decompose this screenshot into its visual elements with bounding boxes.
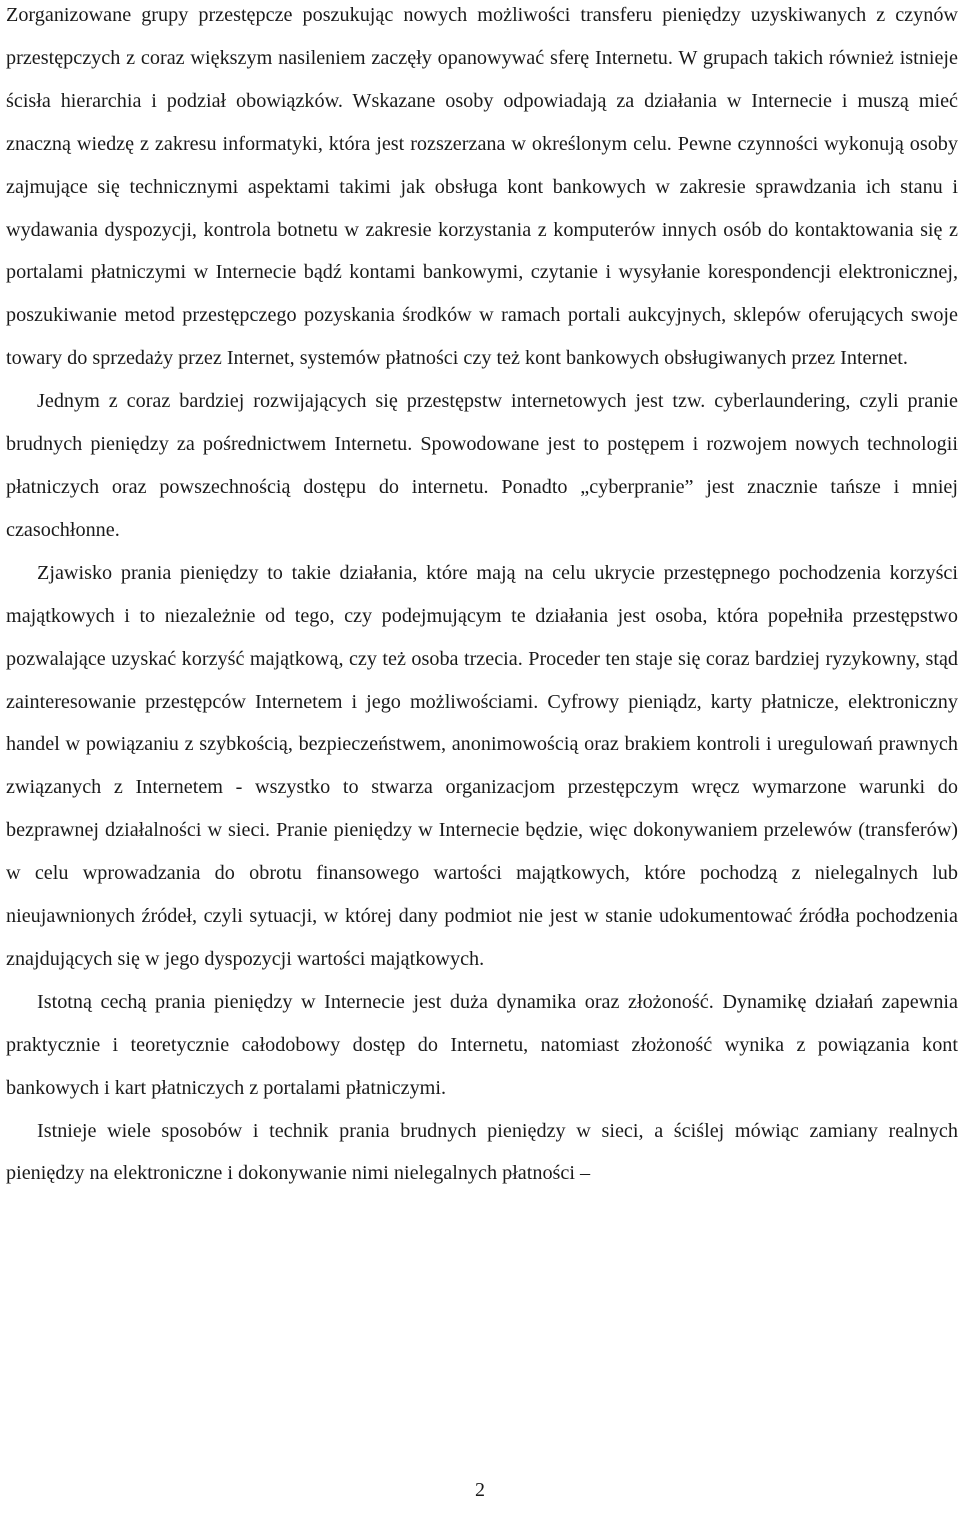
- paragraph-organized-groups: Zorganizowane grupy przestępcze poszukując nowych możliwości transferu pieniędzy uzyskiwanych z czynów przestępczych z coraz większym nasileniem zaczęły opanowywać sferę Internetu. W grupach takich również istnieje ścisła hierarchia i podział obowiązków. Wskazane osoby odpowiadają za działania w Internecie i muszą mieć znaczną wiedzę z zakresu informatyki, która jest rozszerzana w określonym celu. Pewne czynności wykonują osoby zajmujące się technicznymi aspektami takimi jak obsługa kont bankowych w zakresie sprawdzania ich stanu i wydawania dyspozycji, kontrola botnetu w zakresie korzystania z komputerów innych osób do kontaktowania się z portalami płatniczymi w Internecie bądź kontami bankowymi, czytanie i wysyłanie korespondencji elektronicznej, poszukiwanie metod przestępczego pozyskania środków w ramach portali aukcyjnych, sklepów oferujących swoje towary do sprzedaży przez Internet, systemów płatności czy też kont bankowych obsługiwanych przez Internet.: [6, 4, 958, 370]
- paragraph-cyberlaundering: Jednym z coraz bardziej rozwijających się przestępstw internetowych jest tzw. cyberlaundering, czyli pranie brudnych pieniędzy za pośrednictwem Internetu. Spowodowane jest to postępem i rozwojem nowych technologii płatniczych oraz powszechnością dostępu do internetu. Ponadto „cyberpranie” jest znacznie tańsze i mniej czasochłonne.: [6, 390, 958, 541]
- paragraph-money-laundering: Zjawisko prania pieniędzy to takie działania, które mają na celu ukrycie przestępnego pochodzenia korzyści majątkowych i to niezależnie od tego, czy podejmującym te działania jest osoba, która popełniła przestępstwo pozwalające uzyskać korzyść majątkową, czy też osoba trzecia. Proceder ten staje się coraz bardziej ryzykowny, stąd zainteresowanie przestępców Internetem i jego możliwościami. Cyfrowy pieniądz, karty płatnicze, elektroniczny handel w powiązaniu z szybkością, bezpieczeństwem, anonimowością oraz brakiem kontroli i uregulowań prawnych związanych z Internetem - wszystko to stwarza organizacjom przestępczym wręcz wymarzone warunki do bezprawnej działalności w sieci. Pranie pieniędzy w Internecie będzie, więc dokonywaniem przelewów (transferów) w celu wprowadzania do obrotu finansowego wartości majątkowych, które pochodzą z nielegalnych lub nieujawnionych źródeł, czyli sytuacji, w której dany podmiot nie jest w stanie udokumentować źródła pochodzenia znajdujących się w jego dyspozycji wartości majątkowych.: [6, 561, 958, 970]
- page-number: 2: [475, 1479, 485, 1501]
- body-text: [6, 0, 958, 1195]
- paragraph-dynamics: Istotną cechą prania pieniędzy w Internecie jest duża dynamika oraz złożoność. Dynamikę działań zapewnia praktycznie i teoretycznie całodobowy dostęp do Internetu, natomiast złożoność wynika z powiązania kont bankowych i kart płatniczych z portalami płatniczymi.: [6, 990, 958, 1099]
- paragraph-techniques: Istnieje wiele sposobów i technik prania brudnych pieniędzy w sieci, a ściślej mówiąc zamiany realnych pieniędzy na elektroniczne i dokonywanie nimi nielegalnych płatności –: [6, 1119, 958, 1185]
